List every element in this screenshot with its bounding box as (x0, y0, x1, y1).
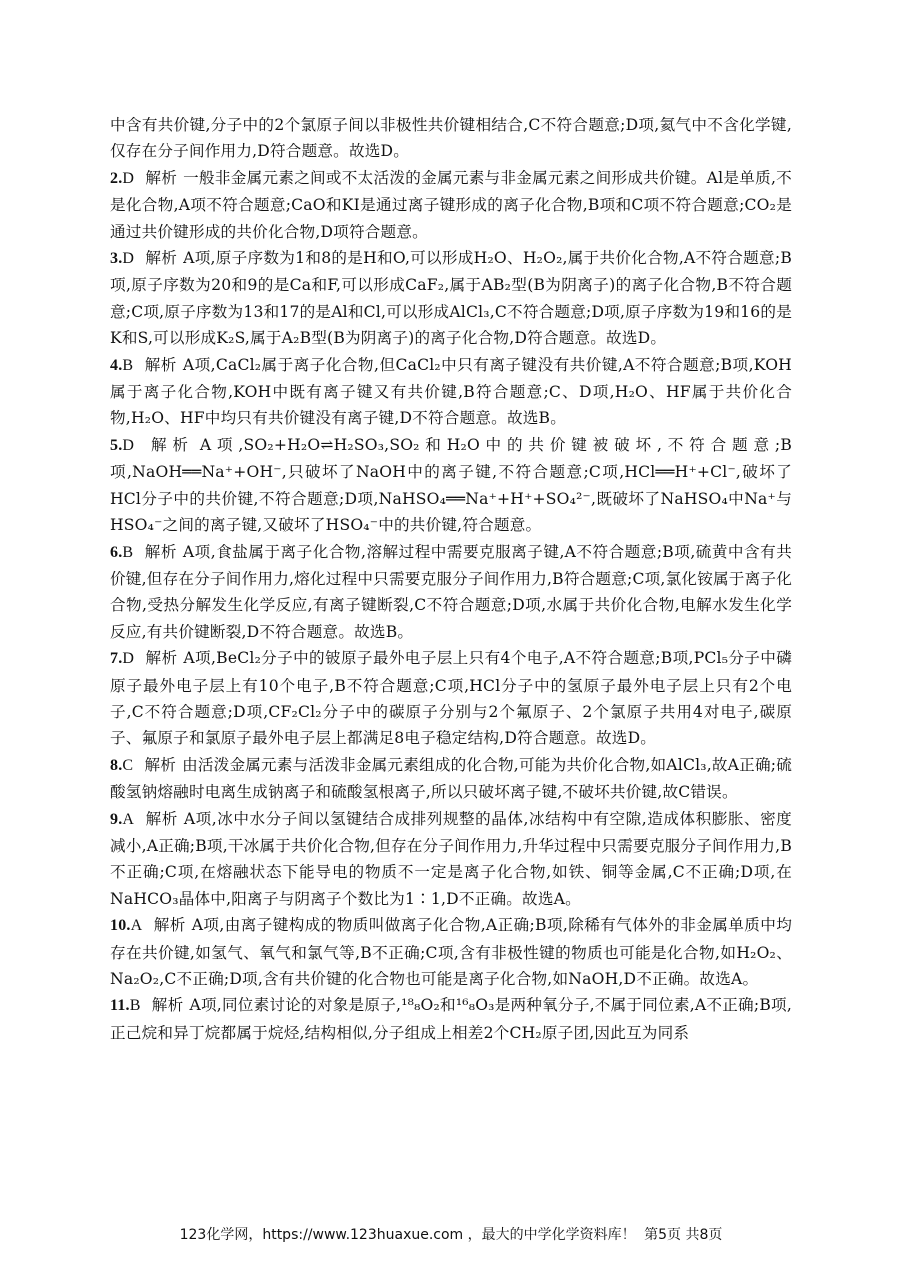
item-answer: D (122, 169, 135, 187)
answer-item (110, 912, 792, 992)
analysis-label: 解析 (144, 755, 177, 774)
analysis-text: 一般非金属元素之间或不太活泼的金属元素与非金属元素之间形成共价键。Al是单质,不是化合物,A项不符合题意;CaO和KI是通过离子键形成的离子化合物,B项和C项不符合题意;CO₂是通过共价键形成的共价化合物,D项符合题意。 (110, 168, 792, 241)
answer-item (110, 539, 792, 646)
item-number: 10. (110, 917, 131, 935)
answer-item (110, 165, 792, 245)
item-answer: B (122, 543, 134, 561)
analysis-text: 由活泼金属元素与活泼非金属元素组成的化合物,可能为共价化合物,如AlCl₃,故A正确;硫酸氢钠熔融时电离生成钠离子和硫酸氢根离子,所以只破坏离子键,不破坏共价键,故C错误。 (110, 755, 792, 802)
item-answer: A (130, 917, 143, 935)
analysis-text: A项,同位素讨论的对象是原子,¹⁸₈O₂和¹⁶₈O₃是两种氧分子,不属于同位素,A不正确;B项,正己烷和异丁烷都属于烷烃,结构相似,分子组成上相差2个CH₂原子团,因此互为同系 (110, 996, 792, 1042)
analysis-text: A项,SO₂+H₂O⇌H₂SO₃,SO₂和H₂O中的共价键被破坏,不符合题意;B项,NaOH══Na⁺+OH⁻,只破坏了NaOH中的离子键,不符合题意;C项,HCl══H⁺+Cl⁻,破坏了HCl分子中的共价键,不符合题意;D项,NaHSO₄══Na⁺+H⁺+SO₄²⁻,既破坏了NaHSO₄中Na⁺与HSO₄⁻之间的离子键,又破坏了HSO₄⁻中的共价键,符合题意。 (110, 435, 792, 535)
answer-item (110, 752, 792, 806)
analysis-text: A项,CaCl₂属于离子化合物,但CaCl₂中只有离子键没有共价键,A不符合题意;B项,KOH属于离子化合物,KOH中既有离子键又有共价键,B符合题意;C、D项,H₂O、HF属于共价化合物,H₂O、HF中均只有共价键没有离子键,D不符合题意。故选B。 (110, 355, 792, 428)
item-answer: D (122, 436, 135, 454)
item-answer: D (122, 650, 135, 668)
analysis-text: A项,食盐属于离子化合物,溶解过程中需要克服离子键,A不符合题意;B项,硫黄中含有共价键,但存在分子间作用力,熔化过程中只需要克服分子间作用力,B符合题意;C项,氯化铵属于离子化合物,受热分解发生化学反应,有离子键断裂,C不符合题意;D项,水属于共价化合物,电解水发生化学反应,有共价键断裂,D不符合题意。故选B。 (110, 542, 792, 641)
item-number: 11. (110, 997, 130, 1015)
item-number: 7. (110, 650, 123, 668)
item-number: 6. (110, 543, 123, 561)
answer-content (110, 112, 792, 1046)
item-number: 2. (110, 169, 123, 187)
item-answer: B (122, 356, 134, 374)
analysis-label: 解析 (144, 542, 177, 561)
answer-item (110, 432, 792, 539)
analysis-label: 解析 (144, 355, 177, 374)
item-answer: D (122, 250, 135, 268)
page-footer (0, 1224, 902, 1244)
answer-item (110, 645, 792, 752)
item-number: 8. (110, 756, 123, 774)
analysis-label: 解析 (145, 809, 178, 828)
item-answer: C (122, 756, 134, 774)
answer-item (110, 352, 792, 432)
intro-paragraph: 中含有共价键,分子中的2个氯原子间以非极性共价键相结合,C不符合题意;D项,氦气中不含化学键,仅存在分子间作用力,D符合题意。故选D。 (110, 116, 792, 161)
item-number: 9. (110, 810, 123, 828)
answer-item (110, 806, 792, 913)
item-number: 5. (110, 436, 123, 454)
item-number: 3. (110, 250, 123, 268)
analysis-text: A项,原子序数为1和8的是H和O,可以形成H₂O、H₂O₂,属于共价化合物,A不符合题意;B项,原子序数为20和9的是Ca和F,可以形成CaF₂,属于AB₂型(B为阴离子)的离子化合物,B不符合题意;C项,原子序数为13和17的是Al和Cl,可以形成AlCl₃,C不符合题意;D项,原子序数为19和16的是K和S,可以形成K₂S,属于A₂B型(B为阴离子)的离子化合物,D符合题意。故选D。 (110, 249, 792, 348)
footer-page-number: 第5页 共8页 (644, 1227, 723, 1243)
footer-site-text: 123化学网，https://www.123huaxue.com ，最大的中学化学资料库！ (179, 1227, 636, 1243)
analysis-label: 解析 (145, 168, 178, 187)
answer-item (110, 245, 792, 352)
answer-item (110, 992, 792, 1046)
analysis-label: 解析 (150, 435, 194, 454)
item-answer: A (122, 810, 135, 828)
analysis-text: A项,由离子键构成的物质叫做离子化合物,A正确;B项,除稀有气体外的非金属单质中均存在共价键,如氢气、氧气和氯气等,B不正确;C项,含有非极性键的物质也可能是化合物,如H₂O₂、Na₂O₂,C不正确;D项,含有共价键的化合物也可能是离子化合物,如NaOH,D不正确。故选A。 (110, 916, 792, 988)
analysis-label: 解析 (151, 996, 184, 1015)
analysis-text: A项,冰中水分子间以氢键结合成排列规整的晶体,冰结构中有空隙,造成体积膨胀、密度减小,A正确;B项,干冰属于共价化合物,但存在分子间作用力,升华过程中只需要克服分子间作用力,B不正确;C项,在熔融状态下能导电的物质不一定是离子化合物,如铁、铜等金属,C不正确;D项,在NaHCO₃晶体中,阳离子与阴离子个数比为1∶1,D不正确。故选A。 (110, 809, 792, 908)
analysis-text: A项,BeCl₂分子中的铍原子最外电子层上只有4个电子,A不符合题意;B项,PCl₅分子中磷原子最外电子层上有10个电子,B不符合题意;C项,HCl分子中的氢原子最外电子层上只有2个电子,C不符合题意;D项,CF₂Cl₂分子中的碳原子分别与2个氟原子、2个氯原子共用4对电子,碳原子、氟原子和氯原子最外电子层上都满足8电子稳定结构,D符合题意。故选D。 (110, 649, 792, 748)
analysis-label: 解析 (153, 916, 186, 935)
analysis-label: 解析 (145, 649, 178, 668)
item-number: 4. (110, 356, 123, 374)
analysis-label: 解析 (145, 249, 178, 268)
item-answer: B (129, 997, 141, 1015)
